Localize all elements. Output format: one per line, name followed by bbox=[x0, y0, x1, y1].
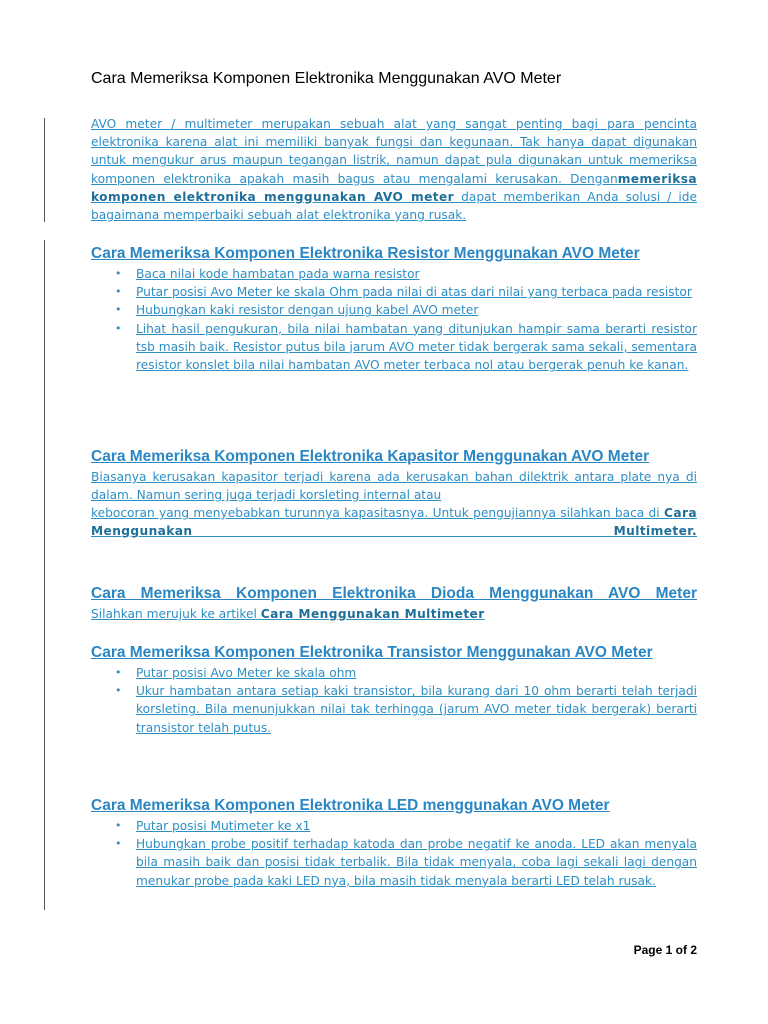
intro-paragraph[interactable]: AVO meter / multimeter merupakan sebuah alat yang sangat penting bagi para pencinta elektronika karena alat ini memiliki banyak fungsi dan kegunaan. Tak hanya dapat digunakan untuk mengukur arus maupun tegangan listrik, namun dapat pula digunakan untuk memeriksa komponen elektronika apakah masih bagus atau mengalami kerusakan. Denganmemeriksa komponen elektronika menggunakan AVO meter dapat memberikan Anda solusi / ide bagaimana memperbaiki sebuah alat elektronika yang rusak. bbox=[91, 117, 697, 223]
section-heading-resistor[interactable]: Cara Memeriksa Komponen Elektronika Resistor Menggunakan AVO Meter bbox=[91, 245, 640, 262]
section-heading-led[interactable]: Cara Memeriksa Komponen Elektronika LED menggunakan AVO Meter bbox=[91, 797, 610, 814]
document-title: Cara Memeriksa Komponen Elektronika Menggunakan AVO Meter bbox=[91, 70, 562, 87]
section-heading-transistor[interactable]: Cara Memeriksa Komponen Elektronika Transistor Menggunakan AVO Meter bbox=[91, 644, 653, 661]
margin-change-bar bbox=[44, 240, 45, 910]
transistor-steps-list bbox=[91, 664, 697, 737]
list-item[interactable]: • Putar posisi Mutimeter ke x1 bbox=[115, 819, 311, 833]
list-item[interactable]: • Baca nilai kode hambatan pada warna resistor bbox=[115, 267, 420, 281]
page-number: Page 1 of 2 bbox=[633, 943, 697, 957]
list-item[interactable]: • Lihat hasil pengukuran, bila nilai hambatan yang ditunjukan hampir sama berarti resistor tsb masih baik. Resistor putus bila jarum AVO meter tidak bergerak sama sekali, sementara resistor konslet bila nilai hambatan AVO meter terbaca nol atau bergerak penuh ke kanan. bbox=[115, 321, 697, 373]
link-cara-menggunakan-multimeter[interactable]: Cara Menggunakan Multimeter. bbox=[91, 506, 697, 538]
resistor-steps-list bbox=[91, 265, 697, 374]
list-item[interactable]: • Putar posisi Avo Meter ke skala ohm bbox=[115, 666, 357, 680]
kapasitor-text-line1[interactable]: Biasanya kerusakan kapasitor terjadi karena ada kerusakan bahan dilektrik antara plate nya di dalam. Namun sering juga terjadi korsleting internal atau bbox=[91, 470, 697, 502]
section-led bbox=[91, 794, 697, 890]
section-resistor bbox=[91, 242, 697, 374]
link-cara-menggunakan-multimeter[interactable]: Cara Menggunakan Multimeter bbox=[260, 607, 485, 621]
intro-bold-phrase[interactable]: memeriksa komponen elektronika menggunakan AVO meter bbox=[91, 171, 697, 204]
section-heading-dioda[interactable]: Cara Memeriksa Komponen Elektronika Dioda Menggunakan AVO Meter bbox=[91, 585, 697, 602]
list-item[interactable]: • Ukur hambatan antara setiap kaki transistor, bila kurang dari 10 ohm berarti telah terjadi korsleting. Bila menunjukkan nilai tak terhingga (jarum AVO meter tidak bergerak) berarti transistor telah putus. bbox=[115, 684, 697, 735]
section-transistor bbox=[91, 641, 697, 737]
kapasitor-text-line2[interactable]: kebocoran yang menyebabkan turunnya kapasitasnya. Untuk pengujiannya silahkan baca di Cara Menggunakan Multimeter. bbox=[91, 506, 697, 538]
list-item[interactable]: • Hubungkan probe positif terhadap katoda dan probe negatif ke anoda. LED akan menyala bila masih baik dan posisi tidak terbalik. Bila tidak menyala, coba lagi sekali lagi dengan menukar probe pada kaki LED nya, bila masih tidak menyala berarti LED telah rusak. bbox=[115, 837, 697, 888]
list-item[interactable]: • Hubungkan kaki resistor dengan ujung kabel AVO meter bbox=[115, 303, 479, 318]
list-item[interactable]: • Putar posisi Avo Meter ke skala Ohm pada nilai di atas dari nilai yang terbaca pada resistor bbox=[115, 285, 692, 300]
section-kapasitor bbox=[91, 445, 697, 540]
section-heading-kapasitor[interactable]: Cara Memeriksa Komponen Elektronika Kapasitor Menggunakan AVO Meter bbox=[91, 448, 650, 465]
dioda-text[interactable]: Silahkan merujuk ke artikel Cara Menggunakan Multimeter bbox=[91, 607, 485, 621]
led-steps-list bbox=[91, 817, 697, 890]
section-dioda bbox=[91, 582, 697, 623]
margin-change-bar bbox=[44, 118, 45, 222]
